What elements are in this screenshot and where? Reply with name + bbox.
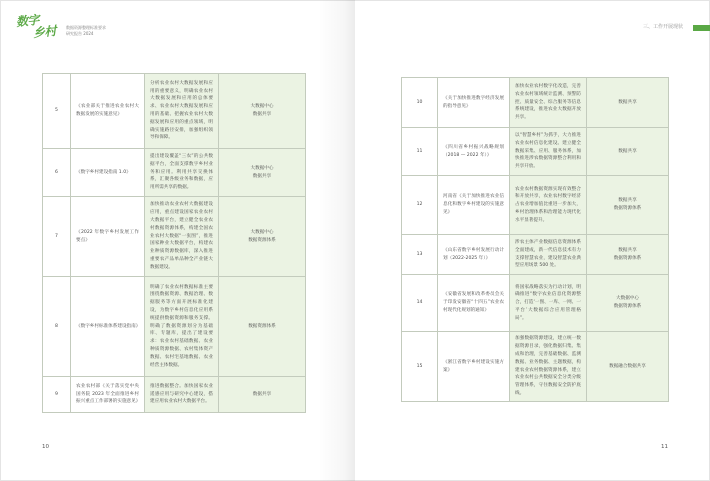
policy-content: 加快农业农村数字化改造，完善农业农村领域统计监测、预警防控、质量安全、综合服务等信息系统建设，推进农业大数据开放共享。 <box>510 78 587 128</box>
row-number: 5 <box>43 74 71 149</box>
policy-content: 涉农主体产业数据信息资源体系全面建成，新一代信息技术有力支撑智慧农业，建设智慧农业典型应用场景 500 处。 <box>510 235 587 275</box>
category-label: 数据资源体系 <box>613 206 642 211</box>
gutter-shadow <box>318 0 355 481</box>
page-number: 11 <box>661 444 668 450</box>
policy-content: 分析农业农村大数据发展和应用的重要意义，明确农业农村大数据发展和应用的总体要求、农业农村大数据发展和应用的基础、把握农业农村大数据发展和应用的重点领域，明确实施路径安排，加强组织领导和保障。 <box>145 74 219 149</box>
policy-name: 河南省《关于加快推进农业信息化和数字乡村建设的实施意见》 <box>438 176 510 235</box>
category-label: 数据共享 <box>618 148 637 154</box>
row-number: 8 <box>43 277 71 377</box>
table-row <box>43 74 306 149</box>
policy-name: 农业农村部《关于落实党中央国务院 2023 年全面推进乡村振兴重点工作部署的实施意见》 <box>71 377 145 413</box>
policy-content: 提出建设覆盖“三农”的公共数据平台，全面支撑数字乡村业务和应用。利用共享交换体系，汇聚各级业务和数据，应用所需共享的数据。 <box>145 149 219 197</box>
category-cell <box>219 74 306 149</box>
category-label: 大数据中心 <box>616 296 639 302</box>
table-row <box>43 149 306 197</box>
row-number: 9 <box>43 377 71 413</box>
category-label: 大数据中心 <box>250 165 274 171</box>
row-number: 7 <box>43 197 71 277</box>
row-number: 14 <box>402 275 438 332</box>
category-cell <box>587 275 669 332</box>
category-label: 数据资源体系 <box>248 237 276 243</box>
policy-content: 推进数据整合。加快国家农业遥感应用与研究中心建设，搭建应用农业农村大数据平台。 <box>145 377 219 413</box>
category-cell <box>587 332 669 402</box>
policy-content: 农业农村数据资源实现有效整合和开放共享，农业农村数字经济占农业增加值比重进一步加大，乡村治理体系和治理能力现代化水平显著提升。 <box>510 176 587 235</box>
report-subtitle: 研究报告 2024 <box>66 31 94 36</box>
logo-text-line2: 乡村 <box>32 23 57 41</box>
policy-content: 以“智慧乡村”为抓手，大力推进农业农村信息化建设。建立健全数据采集、应用、服务体系，加快推进涉农数据资源整合利用和共享开放。 <box>510 128 587 176</box>
category-cell <box>219 277 306 377</box>
row-number: 15 <box>402 332 438 402</box>
category-label: 大数据中心 <box>250 104 274 110</box>
policy-name: 《数字乡村标准体系建设指南》 <box>71 277 145 377</box>
section-marker-bar <box>693 25 710 31</box>
policy-name: 《山东省数字乡村发展行动计划（2022-2025 年）》 <box>438 235 510 275</box>
category-cell <box>587 235 669 275</box>
category-label: 数据共享 <box>252 173 272 179</box>
row-number: 11 <box>402 128 438 176</box>
row-number: 13 <box>402 235 438 275</box>
category-label: 数据共享 <box>618 198 637 204</box>
category-label: 数据资源体系 <box>613 255 642 261</box>
policy-content: 加快推动农业农村大数据建设应用，重点建设国家农业农村大数据平台，建立健全农业农村数据资源体系，构建全国农业农村大数据“一张图”，推进国家种业大数据平台，构建农业种质资源数据库，深入推进重要农产品单品种全产业链大数据建设。 <box>145 197 219 277</box>
row-number: 6 <box>43 149 71 197</box>
policy-content: 将国家战略落实为行动计划，明确推进“数字农业信息化资源整合，打造‘一图、一库、一网、一平台’大数据综合应用管理格局”。 <box>510 275 587 332</box>
policy-name: 《四川省乡村振兴战略规划（2018 — 2022 年）》 <box>438 128 510 176</box>
category-cell <box>587 128 669 176</box>
table-row <box>402 275 669 332</box>
category-label: 数据共享 <box>618 247 637 253</box>
table-row <box>402 78 669 128</box>
table-row <box>43 277 306 377</box>
policy-name: 《安徽省发展和改革委员会关于印发安徽省“十四五”农业农村现代化规划的通知》 <box>438 275 510 332</box>
policy-name: 《数字乡村建设指南 1.0》 <box>71 149 145 197</box>
category-cell <box>219 197 306 277</box>
report-title: 数据资源整理标准要求 <box>66 25 106 30</box>
policy-content: 加强数据资源建设，建立统一数据资源目录，强化数据归集、集成和治理，完善基础数据、监测数据、业务数据、主题数据，构建农业农村数据资源体系，建立农业农村公共数据安全分类分级管理体系，守住数据安全防护底线。 <box>510 332 587 402</box>
policy-table-left <box>42 73 306 413</box>
category-cell <box>219 377 306 413</box>
table-row <box>402 128 669 176</box>
category-cell <box>587 78 669 128</box>
table-row <box>43 197 306 277</box>
category-label: 大数据中心 <box>250 229 274 235</box>
table-row <box>402 235 669 275</box>
policy-name: 《浙江省数字乡村建设实施方案》 <box>438 332 510 402</box>
row-number: 12 <box>402 176 438 235</box>
category-label: 数据融合数据共享 <box>609 363 646 369</box>
category-label: 数据共享 <box>252 391 272 397</box>
category-label: 数据共享 <box>618 99 637 105</box>
logo-text-line1: 数字 <box>15 12 40 30</box>
table-row <box>43 377 306 413</box>
category-label: 数据资源体系 <box>613 304 642 309</box>
category-cell <box>219 149 306 197</box>
category-cell <box>587 176 669 235</box>
table-row <box>402 332 669 402</box>
row-number: 10 <box>402 78 438 128</box>
category-label: 数据共享 <box>252 112 272 117</box>
section-title: 三、工作开展现状 <box>642 24 683 30</box>
page-number: 10 <box>42 444 49 450</box>
right-page <box>355 0 710 481</box>
category-label: 数据资源体系 <box>248 323 276 329</box>
policy-name: 《关于加快推进数字经济发展的指导意见》 <box>438 78 510 128</box>
policy-content: 明确了农业农村数据标准主要围绕数据资源、数据治理、数据服务等方面开展标准化建设，为数字乡村信息化应用系统提供数据资源和服务支撑。明确了数据资源划分为基础库、专题库，提出了建设要求：农业农村基础数据、农业种质资源数据、农村集体资产数据、农村宅基地数据、农业经营主体数据。 <box>145 277 219 377</box>
table-row <box>402 176 669 235</box>
policy-name: 《2022 年数字乡村发展工作要点》 <box>71 197 145 277</box>
policy-name: 《农业部关于推进农业农村大数据发展的实施意见》 <box>71 74 145 149</box>
policy-table-right <box>401 77 669 402</box>
